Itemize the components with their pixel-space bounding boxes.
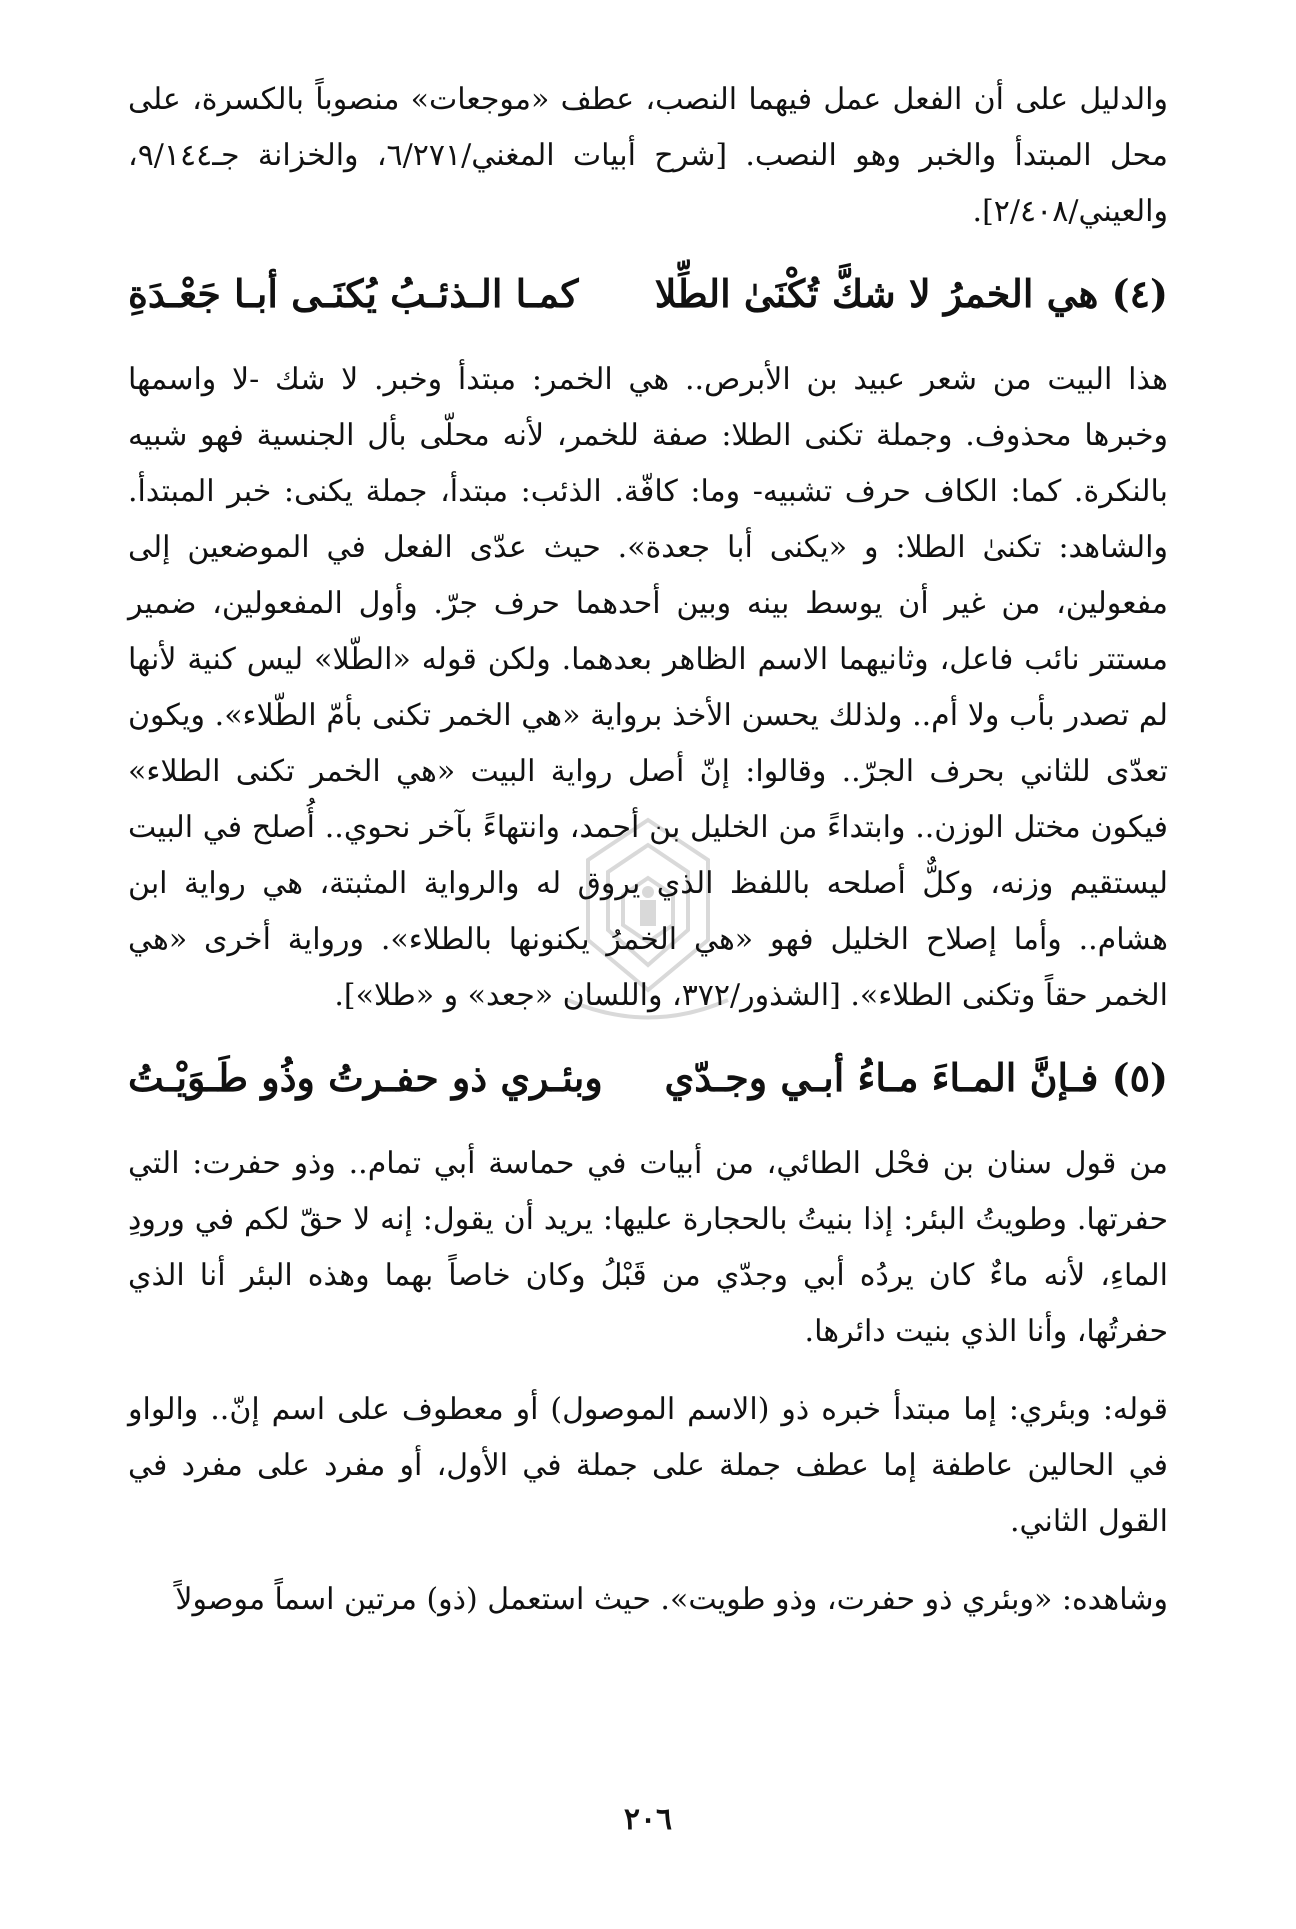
page-body bbox=[128, 72, 1168, 1628]
paragraph-5: وشاهده: «وبئري ذو حفرت، وذو طويت». حيث استعمل (ذو) مرتين اسماً موصولاً bbox=[175, 1582, 1168, 1617]
verse-5-first-hemistich: (٥) فـإنَّ المـاءَ مـاءُ أبـي وجـدّي bbox=[664, 1055, 1168, 1100]
paragraph-4: قوله: وبئري: إما مبتدأ خبره ذو (الاسم الموصول) أو معطوف على اسم إنّ.. والواو في الحالين عاطفة إما عطف جملة على جملة في الأول، أو مفرد على مفرد في القول الثاني. bbox=[128, 1392, 1168, 1539]
paragraph-1: والدليل على أن الفعل عمل فيهما النصب، عطف «موجعات» منصوباً بالكسرة، على محل المبتدأ والخبر وهو النصب. [شرح أبيات المغني/٦/٢٧١، والخزانة جـ٩/١٤٤، والعيني/٢/٤٠٨]. bbox=[128, 82, 1168, 229]
verse-4-second-hemistich: كمـا الـذئـبُ يُكنَـى أبـا جَعْـدَةِ bbox=[128, 271, 579, 316]
page-number: ٢٠٦ bbox=[623, 1802, 673, 1837]
paragraph-3: من قول سنان بن فحْل الطائي، من أبيات في حماسة أبي تمام.. وذو حفرت: التي حفرتها. وطويتُ البئر: إذا بنيتُ بالحجارة عليها: يريد أن يقول: إنه لا حقّ لكم في ورودِ الماءِ، لأنه ماءٌ كان يردُه أبي وجدّي من قَبْلُ وكان خاصاً بهما وهذه البئر أنا الذي حفرتُها، وأنا الذي بنيت دائرها. bbox=[128, 1146, 1168, 1349]
verse-4 bbox=[128, 262, 1168, 326]
verse-4-first-hemistich: (٤) هي الخمرُ لا شكَّ تُكْنَىٰ الطِّلا bbox=[654, 271, 1168, 316]
verse-5-second-hemistich: وبئـري ذو حفـرتُ وذُو طَـوَيْـتُ bbox=[128, 1055, 603, 1100]
paragraph-2: هذا البيت من شعر عبيد بن الأبرص.. هي الخمر: مبتدأ وخبر. لا شك -لا واسمها وخبرها محذوف. وجملة تكنى الطلا: صفة للخمر، لأنه محلّى بأل الجنسية فهو شبيه بالنكرة. كما: الكاف حرف تشبيه- وما: كافّة. الذئب: مبتدأ، جملة يكنى: خبر المبتدأ. والشاهد: تكنىٰ الطلا: و «يكنى أبا جعدة». حيث عدّى الفعل في الموضعين إلى مفعولين، من غير أن يوسط بينه وبين أحدهما حرف جرّ. وأول المفعولين، ضمير مستتر نائب فاعل، وثانيهما الاسم الظاهر بعدهما. ولكن قوله «الطّلا» ليس كنية لأنها لم تصدر بأب ولا أم.. ولذلك يحسن الأخذ برواية «هي الخمر تكنى بأمّ الطّلاء». ويكون تعدّى للثاني بحرف الجرّ.. وقالوا: إنّ أصل رواية البيت «هي الخمر تكنى الطلاء» فيكون مختل الوزن.. وابتداءً من الخليل بن أحمد، وانتهاءً بآخر نحوي.. أُصلح في البيت ليستقيم وزنه، وكلٌّ أصلحه باللفظ الذي يروق له والرواية المثبتة، هي رواية ابن هشام.. وأما إصلاح الخليل فهو «هي الخمرُ يكنونها بالطلاء». ورواية أخرى «هي الخمر حقاً وتكنى الطلاء». [الشذور/٣٧٢، واللسان «جعد» و «طلا»]. bbox=[128, 362, 1168, 1013]
verse-5 bbox=[128, 1046, 1168, 1110]
